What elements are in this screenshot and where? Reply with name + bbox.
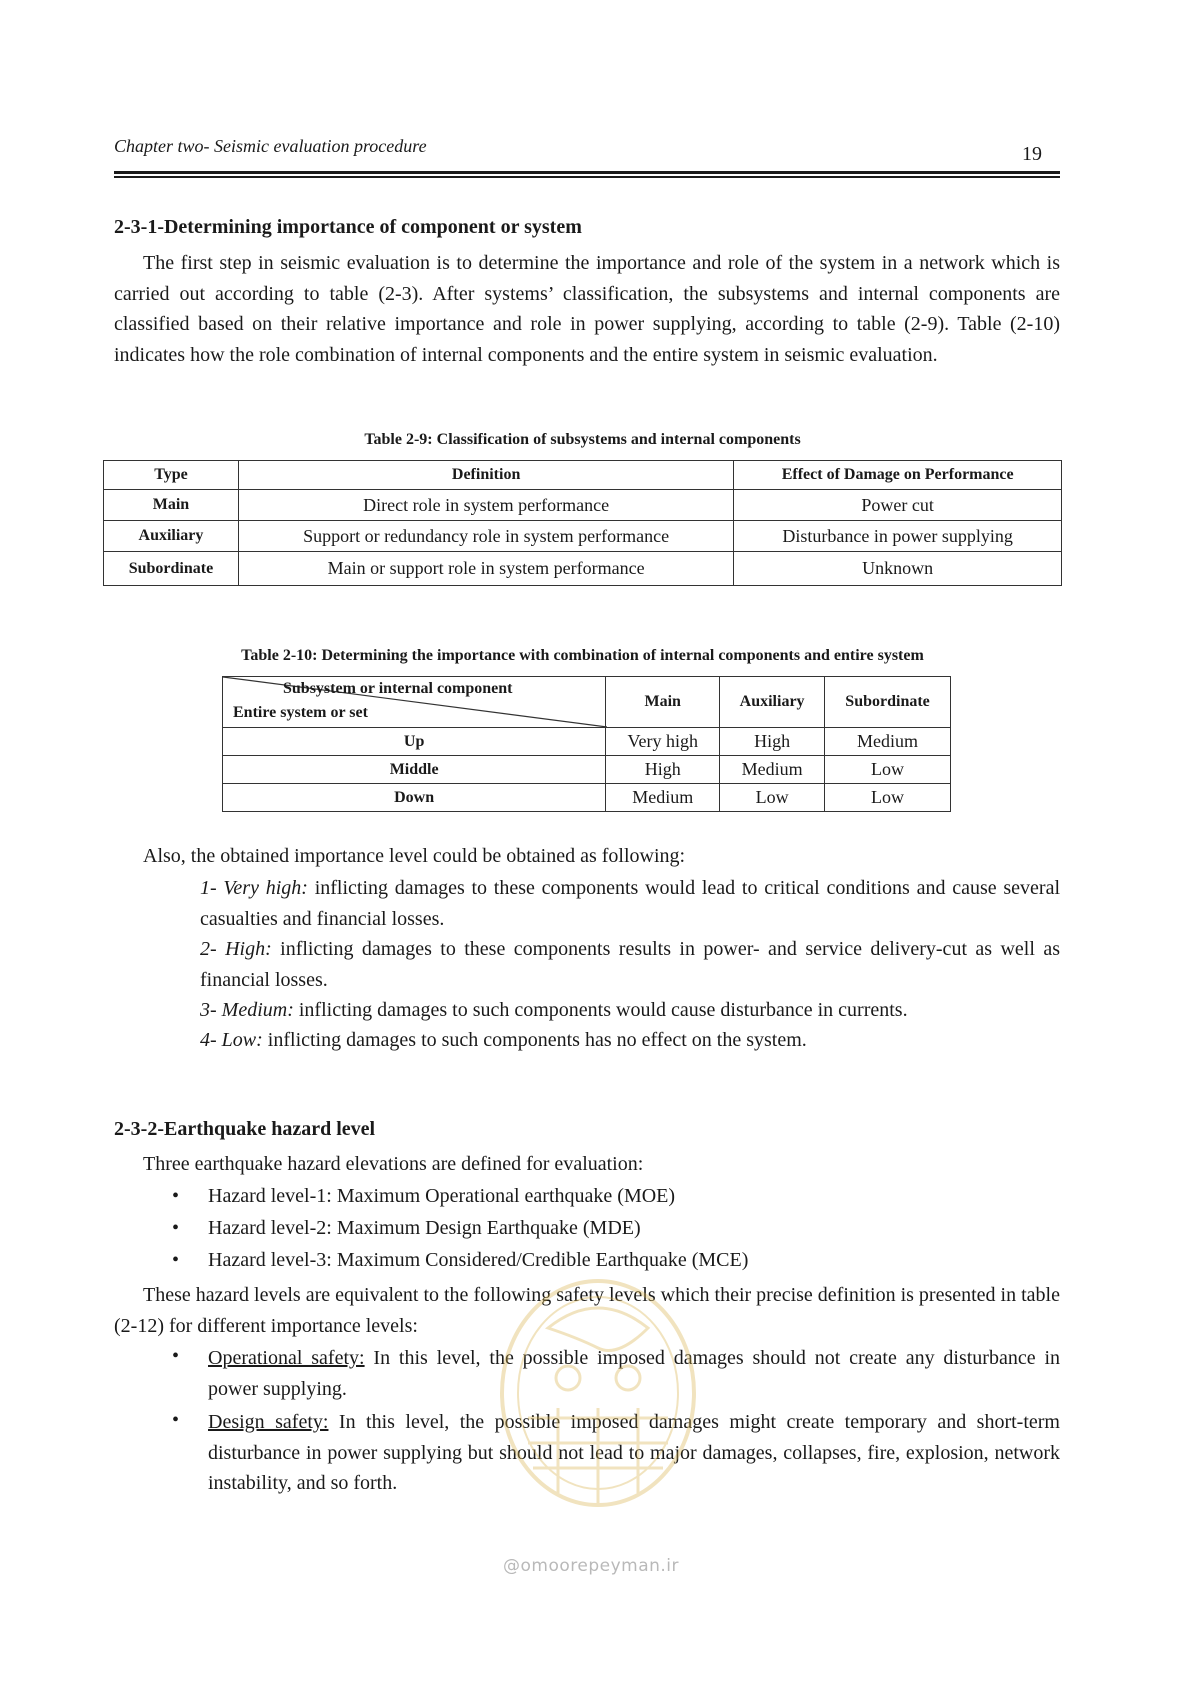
level-item-very-high: 1- Very high: inflicting damages to these components would lead to critical conditions and cause several casualties and financial losses. [200, 877, 1060, 930]
safety-design: Design safety: In this level, the possible imposed damages might create temporary and short-term disturbance in power supplying but should not lead to major damages, collapses, fire, explosion, network instability, and so forth. [208, 1411, 1060, 1494]
table-cell: Medium [825, 728, 951, 756]
table-cell: Medium [606, 784, 720, 812]
table-2-10 [222, 676, 951, 812]
table-cell: Low [825, 756, 951, 784]
table-header-cell: Effect of Damage on Performance [734, 461, 1062, 490]
level-item-medium: 3- Medium: inflicting damages to such components would cause disturbance in currents. [200, 999, 908, 1021]
table-cell: Up [223, 728, 606, 756]
table-cell: Main or support role in system performance [238, 552, 733, 586]
table-row [223, 784, 951, 812]
watermark-text: @omoorepeyman.ir [503, 1556, 680, 1576]
hazard-level-2: Hazard level-2: Maximum Design Earthquake (MDE) [208, 1217, 641, 1239]
table-header-cell: Auxiliary [720, 677, 825, 728]
importance-paragraph: The first step in seismic evaluation is to determine the importance and role of the system in a network which is carried out according to table (2-3). After systems’ classification, the subsystems and internal components are classified based on their relative importance and role in power supplying, according to table (2-9). Table (2-10) indicates how the role combination of internal components and the entire system in seismic evaluation. [114, 252, 1060, 366]
section-heading-importance: 2-3-1-Determining importance of component or system [114, 216, 582, 238]
hazard-level-3: Hazard level-3: Maximum Considered/Credible Earthquake (MCE) [208, 1249, 749, 1271]
table-cell: Support or redundancy role in system performance [238, 521, 733, 552]
table-cell: Medium [720, 756, 825, 784]
table-row [223, 728, 951, 756]
section-heading-hazard: 2-3-2-Earthquake hazard level [114, 1118, 376, 1140]
table-cell: High [606, 756, 720, 784]
table-cell: Subordinate [104, 552, 239, 586]
safety-operational: Operational safety: In this level, the possible imposed damages should not create any disturbance in power supplying. [208, 1347, 1061, 1400]
bullet-icon: • [172, 1345, 180, 1367]
bullet-icon: • [172, 1217, 180, 1239]
level-item-low: 4- Low: inflicting damages to such components has no effect on the system. [200, 1029, 807, 1051]
watermark-seal-icon [488, 1268, 708, 1518]
page-number: 19 [1022, 143, 1042, 165]
corner-cell [223, 677, 606, 728]
hazard-level-1: Hazard level-1: Maximum Operational earthquake (MOE) [208, 1185, 676, 1207]
bullet-icon: • [172, 1185, 180, 1207]
table-cell: Power cut [734, 490, 1062, 521]
hazard-intro: Three earthquake hazard elevations are defined for evaluation: [143, 1153, 644, 1175]
table-cell: Auxiliary [104, 521, 239, 552]
bullet-icon: • [172, 1409, 180, 1431]
table-cell: High [720, 728, 825, 756]
table-row [104, 521, 1062, 552]
table-header-cell: Type [104, 461, 239, 490]
table-cell: Very high [606, 728, 720, 756]
table-cell: Low [720, 784, 825, 812]
corner-label-entire-system: Entire system or set [233, 704, 368, 721]
table-cell: Direct role in system performance [238, 490, 733, 521]
bullet-icon: • [172, 1249, 180, 1271]
safety-paragraph: These hazard levels are equivalent to the following safety levels which their precise definition is presented in table (2-12) for different importance levels: [114, 1284, 1060, 1337]
table-row [104, 552, 1062, 586]
table-cell: Main [104, 490, 239, 521]
corner-label-subsystem: Subsystem or internal component [283, 680, 513, 697]
table-header-cell: Main [606, 677, 720, 728]
table-row [104, 490, 1062, 521]
running-title: Chapter two- Seismic evaluation procedure [114, 136, 427, 156]
table-2-10-caption: Table 2-10: Determining the importance with combination of internal components and entire system [241, 647, 924, 664]
table-2-9-caption: Table 2-9: Classification of subsystems and internal components [364, 431, 801, 448]
table-cell: Low [825, 784, 951, 812]
table-header-cell: Subordinate [825, 677, 951, 728]
header-rule-thin [114, 176, 1060, 178]
table-2-9 [103, 460, 1062, 586]
table-cell: Unknown [734, 552, 1062, 586]
table-cell: Down [223, 784, 606, 812]
header-rule [114, 171, 1060, 174]
levels-intro: Also, the obtained importance level could be obtained as following: [143, 845, 686, 867]
table-cell: Middle [223, 756, 606, 784]
table-row [223, 756, 951, 784]
level-item-high: 2- High: inflicting damages to these components results in power- and service delivery-cut as well as financial losses. [200, 938, 1060, 991]
table-cell: Disturbance in power supplying [734, 521, 1062, 552]
table-header-cell: Definition [238, 461, 733, 490]
